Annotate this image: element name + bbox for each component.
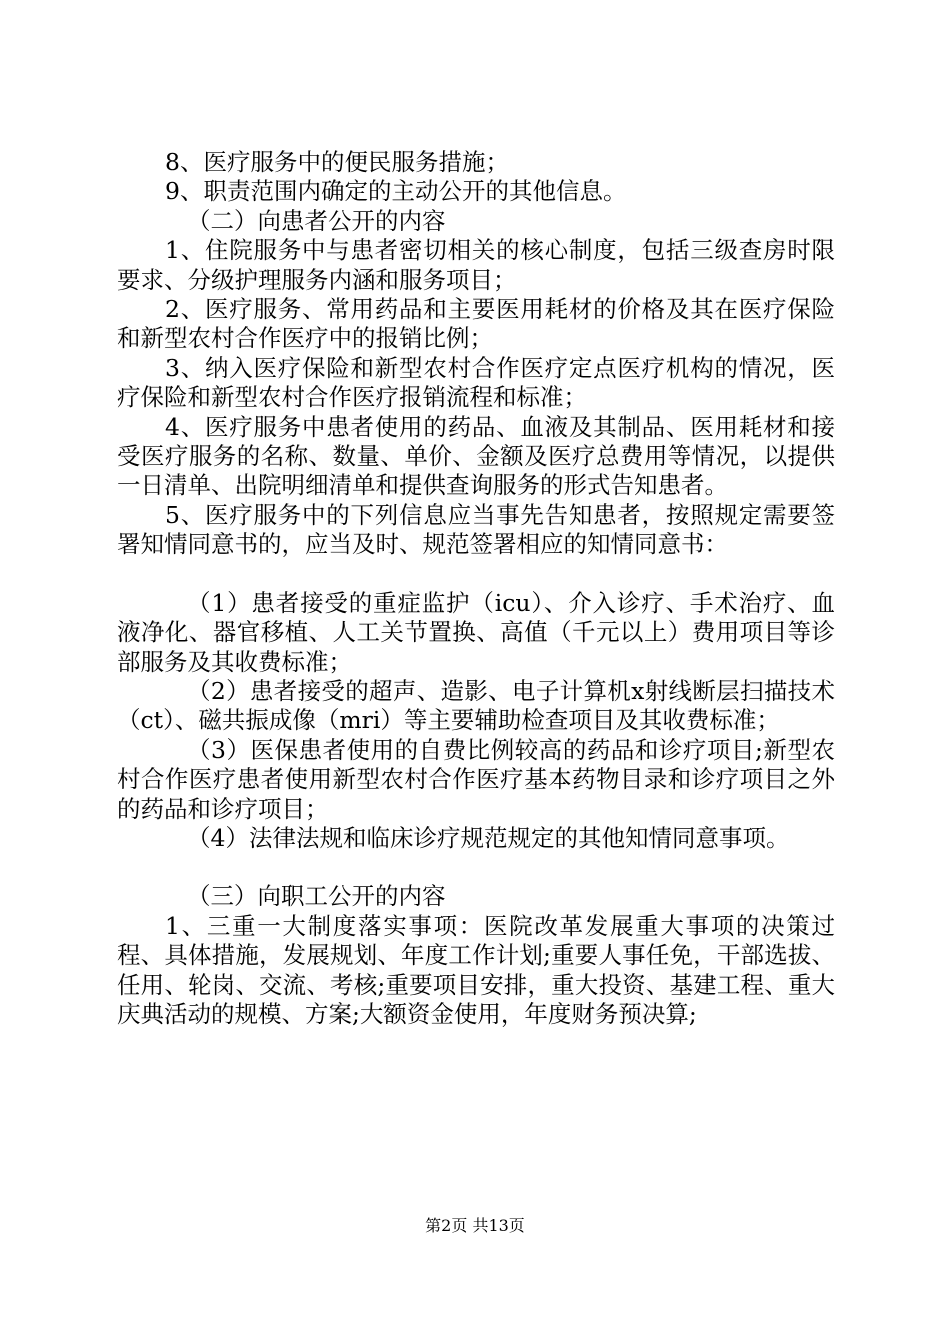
patient-item-3: 3、纳入医疗保险和新型农村合作医疗定点医疗机构的情况，医疗保险和新型农村合作医疗报销流程和标准； [117, 353, 835, 412]
section-heading-staff: （三）向职工公开的内容 [187, 882, 446, 911]
patient-item-4: 4、医疗服务中患者使用的药品、血液及其制品、医用耗材和接受医疗服务的名称、数量、单价、金额及医疗总费用等情况，以提供一日清单、出院明细清单和提供查询服务的形式告知患者。 [117, 412, 835, 500]
sub-item-1: （1）患者接受的重症监护（icu）、介入诊疗、手术治疗、血液净化、器官移植、人工关节置换、高值（千元以上）费用项目等诊部服务及其收费标准； [117, 588, 835, 676]
sub-item-3: （3）医保患者使用的自费比例较高的药品和诊疗项目;新型农村合作医疗患者使用新型农村合作医疗基本药物目录和诊疗项目之外的药品和诊疗项目； [117, 735, 835, 823]
list-item-8: 8、医疗服务中的便民服务措施； [165, 148, 509, 176]
patient-item-5: 5、医疗服务中的下列信息应当事先告知患者，按照规定需要签署知情同意书的，应当及时、规范签署相应的知情同意书： [117, 500, 835, 559]
sub-item-4: （4）法律法规和临床诊疗规范规定的其他知情同意事项。 [187, 823, 790, 852]
list-item-9: 9、职责范围内确定的主动公开的其他信息。 [165, 177, 627, 206]
section-heading-patients: （二）向患者公开的内容 [187, 206, 446, 235]
blank-line [117, 853, 835, 882]
patient-item-1: 1、住院服务中与患者密切相关的核心制度，包括三级查房时限要求、分级护理服务内涵和服务项目； [117, 236, 835, 294]
patient-item-2: 2、医疗服务、常用药品和主要医用耗材的价格及其在医疗保险和新型农村合作医疗中的报销比例； [117, 295, 835, 353]
document-body [117, 148, 835, 1029]
blank-line [117, 560, 835, 589]
staff-item-1: 1、三重一大制度落实事项：医院改革发展重大事项的决策过程、具体措施，发展规划、年度工作计划;重要人事任免，干部选拔、任用、轮岗、交流、考核;重要项目安排，重大投资、基建工程、重大庆典活动的规模、方案;大额资金使用，年度财务预决算; [117, 911, 835, 1028]
sub-item-2: （2）患者接受的超声、造影、电子计算机x射线断层扫描技术（ct）、磁共振成像（mri）等主要辅助检查项目及其收费标准； [117, 676, 835, 735]
page-footer: 第2页 共13页 [425, 1216, 525, 1235]
